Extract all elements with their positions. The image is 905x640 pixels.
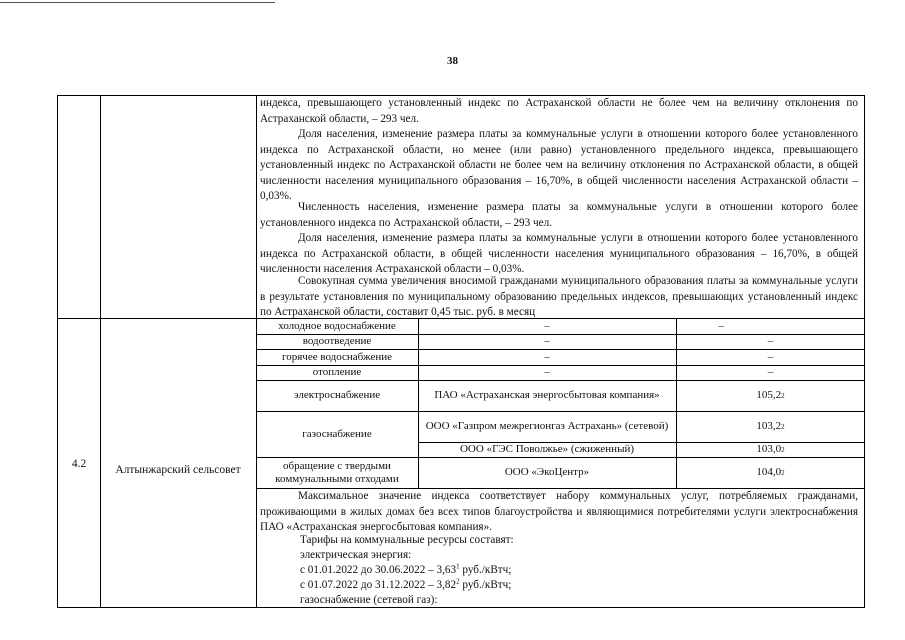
top-paragraph-4: Доля населения, изменение размера платы за коммунальные услуги в отношении которого более установленного индекса по Астраханской области, в общей численности населения муниципального образования – 16,70%, в общей численности населения Астраханской области – 0,03%. [260, 232, 858, 276]
service-provider: ООО «Газпром межрегионгаз Астрахань» (сетевой) [425, 420, 669, 432]
service-name: отопление [312, 366, 362, 378]
service-index: 103,2 2 [756, 420, 785, 432]
service-index: – [767, 350, 774, 363]
tariff-gas-heading: газоснабжение (сетевой газ): [300, 594, 438, 606]
service-name: обращение с твердыми коммунальными отходами [275, 459, 399, 485]
page-number: 38 [447, 55, 458, 67]
top-paragraph-1: индекса, превышающего установленный индекс по Астраханской области не более чем на величину отклонения по Астраханской области, – 293 чел. [260, 97, 858, 125]
service-index: – [767, 335, 774, 347]
col-divider-1 [100, 95, 101, 608]
service-index: 105,2 2 [756, 389, 785, 401]
row-number: 4.2 [71, 458, 87, 470]
service-provider: – [544, 366, 550, 378]
tariffs-intro: Тарифы на коммунальные ресурсы составят: [300, 534, 514, 546]
service-provider: – [544, 319, 550, 332]
service-provider: ООО «ЭкоЦентр» [504, 466, 590, 478]
service-provider: ООО «ГЭС Поволжье» (сжиженный) [459, 443, 635, 455]
service-name: горячее водоснабжение [282, 350, 392, 363]
service-name: холодное водоснабжение [278, 319, 396, 332]
service-index: 104,0 2 [756, 466, 785, 478]
tariff-electricity-h1: с 01.01.2022 до 30.06.2022 – 3,63$^1$ руб./кВтч; [300, 562, 512, 576]
service-provider: – [544, 335, 550, 347]
top-paragraph-5: Совокупная сумма увеличения вносимой гражданами муниципального образования платы за коммунальные услуги в результате установления по муниципальному образованию предельных индексов, превышающих установленный индекс по Астраханской области, составит 0,45 тыс. руб. в месяц [260, 275, 858, 319]
tariff-electricity-h2: с 01.07.2022 до 31.12.2022 – 3,82$^2$ руб./кВтч; [300, 577, 512, 591]
service-index: – [718, 319, 724, 332]
top-paragraph-2: Доля населения, изменение размера платы за коммунальные услуги в отношении которого более установленного индекса по Астраханской области, но менее (или равно) установленного предельного индекса, превышающего установленный индекс по Астраханской области не более чем на величину отклонения по Астраханской области, в общей численности населения муниципального образования – 16,70%, в общей численности населения Астраханской области – 0,03%. [260, 128, 858, 203]
tariff-electricity-heading: электрическая энергия: [300, 549, 412, 561]
service-name: водоотведение [302, 335, 372, 347]
service-provider: – [544, 350, 550, 363]
service-name: электроснабжение [293, 389, 381, 401]
top-rule [0, 2, 275, 3]
bottom-paragraph-1: Максимальное значение индекса соответствует набору коммунальных услуг, потребляемых гражданами, проживающими в жилых домах без всех типов благоустройства и являющимися потребителями услуги электроснабжения ПАО «Астраханская энергосбытовая компания». [260, 490, 858, 534]
service-index: 103,0 2 [756, 443, 785, 455]
service-name: газоснабжение [302, 427, 372, 440]
service-provider: ПАО «Астраханская энергосбытовая компания» [434, 389, 660, 401]
municipality-name: Алтынжарский сельсовет [115, 464, 241, 476]
service-index: – [767, 366, 774, 378]
top-paragraph-3: Численность населения, изменение размера платы за коммунальные услуги в отношении которого более установленного индекса по Астраханской области, – 293 чел. [260, 201, 858, 229]
